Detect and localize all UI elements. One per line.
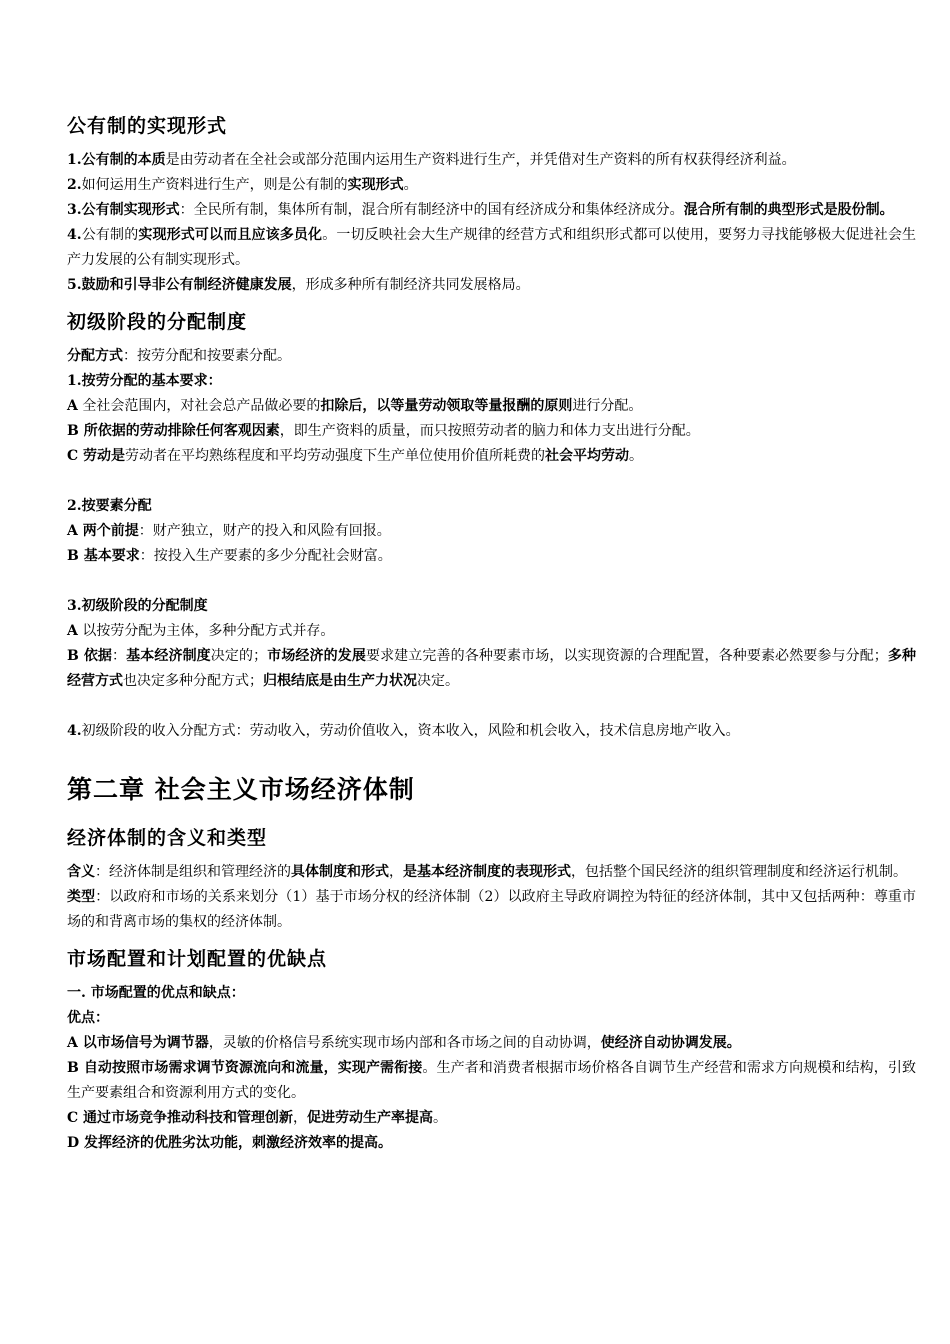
text: 劳动者在平均熟练程度和平均劳动强度下生产单位使用价值所耗费的 [125, 448, 546, 464]
text: ，包括整个国民经济的组织管理制度和经济运行机制。 [571, 864, 907, 880]
bold-text: 2. [67, 177, 82, 193]
paragraph [67, 1131, 916, 1156]
paragraph [67, 1031, 916, 1056]
text: 。生产者和消费者根据市场价格各自调节生产经营和需求方向规模和结构，引致生产要素组合和资源利用方式的变化。 [67, 1060, 916, 1101]
bold-text: A [67, 398, 78, 414]
text: ：按劳分配和按要素分配。 [123, 348, 291, 364]
text: 是由劳动者在全社会或部分范围内运用生产资料进行生产，并凭借对生产资料的所有权获得经济利益。 [165, 152, 796, 168]
bold-text: 基本经济制度 [126, 648, 211, 664]
section-title-market-vs-plan: 市场配置和计划配置的优缺点 [67, 948, 328, 970]
bold-text: 扣除后，以等量劳动领取等量报酬的原则 [320, 398, 573, 414]
section-title-distribution-system: 初级阶段的分配制度 [67, 311, 248, 333]
bold-text: 4. [67, 227, 82, 243]
bold-text: 类型 [67, 889, 96, 905]
paragraph [67, 369, 916, 394]
bold-text: A [67, 623, 78, 639]
blank-line [67, 694, 916, 719]
text: 初级阶段的收入分配方式：劳动收入，劳动价值收入，资本收入，风险和机会收入，技术信息房地产收入。 [81, 723, 740, 739]
bold-text: C 劳动是 [67, 448, 126, 464]
bold-text: 社会平均劳动 [545, 448, 630, 464]
paragraph [67, 860, 916, 885]
bold-text: 含义 [67, 864, 95, 880]
text: 决定。 [417, 673, 459, 689]
paragraph [67, 148, 916, 173]
bold-text: 混合所有制的典型形式是股份制。 [683, 202, 894, 218]
paragraph [67, 223, 916, 273]
bold-text: 1.按劳分配的基本要求： [67, 373, 222, 389]
text: 公有制的 [81, 227, 139, 243]
text: 。 [433, 1110, 448, 1126]
paragraph [67, 444, 916, 469]
text: ：按投入生产要素的多少分配社会财富。 [139, 548, 392, 564]
text: 决定的； [210, 648, 268, 664]
paragraph [67, 519, 916, 544]
paragraph [67, 885, 916, 935]
section-title-economic-system: 经济体制的含义和类型 [67, 827, 268, 849]
bold-text: 促进劳动生产率提高 [307, 1110, 434, 1126]
paragraph [67, 344, 916, 369]
text: 以按劳分配为主体，多种分配方式并存。 [77, 623, 335, 639]
document-page [67, 108, 916, 1156]
paragraph [67, 1056, 916, 1106]
paragraph [67, 594, 916, 619]
bold-text: 实现形式可以而且应该多员化 [138, 227, 323, 243]
bold-text: 实现形式 [347, 177, 404, 193]
bold-text: 4. [67, 723, 82, 739]
text: 要求建立完善的各种要素市场，以实现资源的合理配置，各种要素必然要参与分配； [365, 648, 888, 664]
bold-text: 具体制度和形式 [291, 864, 389, 880]
bold-text: 归根结底是由生产力状况 [263, 673, 417, 689]
bold-text: 使经济自动协调发展。 [600, 1035, 741, 1051]
bold-text: 1.公有制的本质 [67, 152, 166, 168]
bold-text: A 两个前提 [67, 523, 139, 539]
paragraph [67, 273, 916, 298]
blank-line [67, 469, 916, 494]
bold-text: C 通过市场竞争推动科技和管理创新 [67, 1110, 294, 1126]
text: ：以政府和市场的关系来划分（1）基于市场分权的经济体制（2）以政府主导政府调控为特征的经济体制，其中又包括两种：尊重市场的和背离市场的集权的经济体制。 [67, 889, 917, 930]
paragraph [67, 1006, 916, 1031]
paragraph [67, 544, 916, 569]
paragraph [67, 198, 916, 223]
paragraph [67, 981, 916, 1006]
bold-text: B 依据 [67, 648, 113, 664]
paragraph [67, 419, 916, 444]
bold-text: B 基本要求 [67, 548, 140, 564]
paragraph [67, 173, 916, 198]
bold-text: 是基本经济制度的表现形式 [403, 864, 571, 880]
paragraph [67, 644, 916, 694]
paragraph [67, 1106, 916, 1131]
section-title-public-ownership-forms: 公有制的实现形式 [67, 115, 228, 137]
text: 全社会范围内，对社会总产品做必要的 [77, 398, 321, 414]
paragraph [67, 494, 916, 519]
text: ： [112, 648, 127, 664]
bold-text: 2.按要素分配 [67, 498, 152, 514]
text: ， [389, 864, 403, 880]
bold-text: B 所依据的劳动排除任何客观因素 [67, 423, 280, 439]
text: 进行分配。 [572, 398, 643, 414]
bold-text: 一. 市场配置的优点和缺点： [67, 985, 245, 1001]
blank-line [67, 569, 916, 594]
bold-text: 多种经营方式 [67, 648, 917, 689]
text: ：全民所有制，集体所有制，混合所有制经济中的国有经济成分和集体经济成分。 [179, 202, 684, 218]
text: ， [293, 1110, 308, 1126]
bold-text: A 以市场信号为调节器 [67, 1035, 209, 1051]
bold-text: B 自动按照市场需求调节资源流向和流量，实现产需衔接 [67, 1060, 423, 1076]
bold-text: 优点： [67, 1010, 109, 1026]
text: ，形成多种所有制经济共同发展格局。 [291, 277, 530, 293]
text: ，即生产资料的质量，而只按照劳动者的脑力和体力支出进行分配。 [279, 423, 700, 439]
chapter-title: 第二章 社会主义市场经济体制 [67, 775, 415, 804]
bold-text: 3.初级阶段的分配制度 [67, 598, 208, 614]
paragraph [67, 619, 916, 644]
paragraph [67, 719, 916, 744]
text: ，灵敏的价格信号系统实现市场内部和各市场之间的自动协调， [208, 1035, 601, 1051]
bold-text: 3.公有制实现形式 [67, 202, 180, 218]
text: ：经济体制是组织和管理经济的 [95, 864, 291, 880]
bold-text: 5.鼓励和引导非公有制经济健康发展 [67, 277, 292, 293]
text: 。 [403, 177, 418, 193]
bold-text: D 发挥经济的优胜劣汰功能，刺激经济效率的提高。 [67, 1135, 393, 1151]
paragraph [67, 394, 916, 419]
text: 如何运用生产资料进行生产，则是公有制的 [81, 177, 348, 193]
text: ：财产独立，财产的投入和风险有回报。 [138, 523, 391, 539]
bold-text: 分配方式 [67, 348, 123, 364]
bold-text: 市场经济的发展 [267, 648, 366, 664]
text: 。一切反映社会大生产规律的经营方式和组织形式都可以使用，要努力寻找能够极大促进社会生产力发展的公有制实现形式。 [67, 227, 917, 268]
text: 也决定多种分配方式； [123, 673, 263, 689]
text: 。 [629, 448, 644, 464]
